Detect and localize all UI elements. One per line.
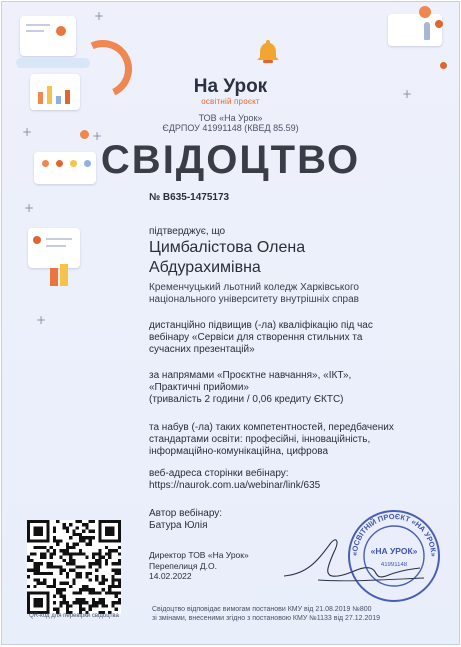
stamp-code: 41991148 [380, 562, 408, 568]
decor-card-board [28, 228, 80, 268]
certificate-title: СВІДОЦТВО [100, 138, 361, 182]
legal-footer [152, 606, 380, 623]
director-title: Директор ТОВ «На Урок» [149, 550, 249, 560]
decor-dot [440, 62, 447, 69]
competencies-line1: та набув (-ла) таких компетентностей, передбачених [149, 422, 394, 433]
course-line2: вебінару «Сервіси для створення стильних та [149, 332, 363, 343]
author-name: Батура Юлія [149, 520, 208, 531]
recipient-name-line1: Цимбалістова Олена [149, 239, 306, 256]
certificate-number: № B635-1475173 [149, 192, 230, 203]
course-line1: дистанційно підвищив (-ла) кваліфікацію під час [149, 320, 373, 331]
decor-figure [56, 26, 66, 36]
decor-rocket [424, 22, 430, 40]
qr-code-icon [27, 520, 121, 614]
course-line3: сучасних презентацій» [149, 344, 255, 355]
institution-line1: Кременчуцький льотний коледж Харківського [149, 282, 359, 293]
recipient-name [149, 238, 305, 278]
directions-line3: (тривалість 2 години / 0,06 кредиту ЄКТС) [149, 394, 344, 405]
decor-board [26, 24, 50, 26]
institution [149, 282, 359, 306]
brand-name: На Урок [193, 76, 268, 97]
decor-board-line [26, 30, 44, 32]
decor-plus: + [402, 87, 413, 101]
director-block [149, 550, 249, 582]
confirms-text: підтверджує, що [149, 226, 226, 237]
decor-plus: + [22, 125, 33, 139]
competencies-line2: стандартами освіти: професійні, інноваційність, [149, 434, 371, 445]
issue-date: 14.02.2022 [149, 571, 192, 581]
director-name: Перепелиця Д.О. [149, 560, 217, 571]
competencies-line3: інформаційно-комунікаційна, цифрова [149, 446, 329, 457]
decor-plus: + [94, 9, 105, 23]
legal-footer-line2: зі змінами, внесеними згідно з постановою КМУ №1133 від 27.12.2019 [152, 614, 381, 622]
webinar-page-label: веб-адреса сторінки вебінару: [149, 468, 289, 479]
brand-tagline: освітній проєкт [201, 97, 260, 106]
competencies [149, 422, 394, 458]
decor-cloud [16, 58, 90, 68]
decor-bars-yellow [60, 264, 68, 286]
institution-line2: національного університету внутрішніх справ [149, 294, 359, 305]
decor-dot [419, 6, 431, 18]
decor-plus: + [92, 129, 103, 143]
decor-board-line [46, 245, 66, 247]
decor-speaker [33, 236, 41, 244]
directions-line1: за напрямами «Проєктне навчання», «ІКТ», [149, 370, 352, 381]
decor-card-teacher [20, 16, 76, 56]
decor-plus: + [24, 201, 35, 215]
bell-icon [256, 38, 280, 66]
verification-qr-code[interactable] [27, 520, 121, 614]
directions [149, 370, 351, 406]
legal-footer-line1: Свідоцтво відповідає вимогам постанови КМУ від 21.08.2019 №800 [152, 606, 372, 613]
webinar-page [149, 468, 320, 492]
stamp-center-text: «НА УРОК» [370, 546, 418, 556]
decor-dot [435, 20, 443, 28]
organization-name: ТОВ «На Урок» [198, 113, 263, 123]
course-description [149, 320, 373, 356]
webinar-page-url[interactable]: https://naurok.com.ua/webinar/link/635 [149, 480, 321, 491]
decor-plus: + [36, 313, 47, 327]
decor-card-rocket [388, 14, 442, 46]
decor-board-line [46, 238, 72, 240]
decor-bars-red [50, 268, 58, 286]
organization-code: ЄДРПОУ 41991148 (КВЕД 85.59) [162, 123, 299, 133]
organization-stamp [346, 508, 442, 604]
qr-caption: QR-код для перевірки свідоцтва [29, 613, 119, 619]
directions-line2: «Практичні прийоми» [149, 382, 249, 393]
recipient-name-line2: Абдурахимівна [149, 259, 261, 276]
author-label: Автор вебінару: [149, 508, 223, 519]
certificate-page [1, 1, 460, 645]
organization-info [2, 113, 459, 133]
stamp-ring-text: «ОСВІТНІЙ ПРОЄКТ «НА УРОК» [349, 511, 439, 557]
webinar-author [149, 508, 222, 532]
